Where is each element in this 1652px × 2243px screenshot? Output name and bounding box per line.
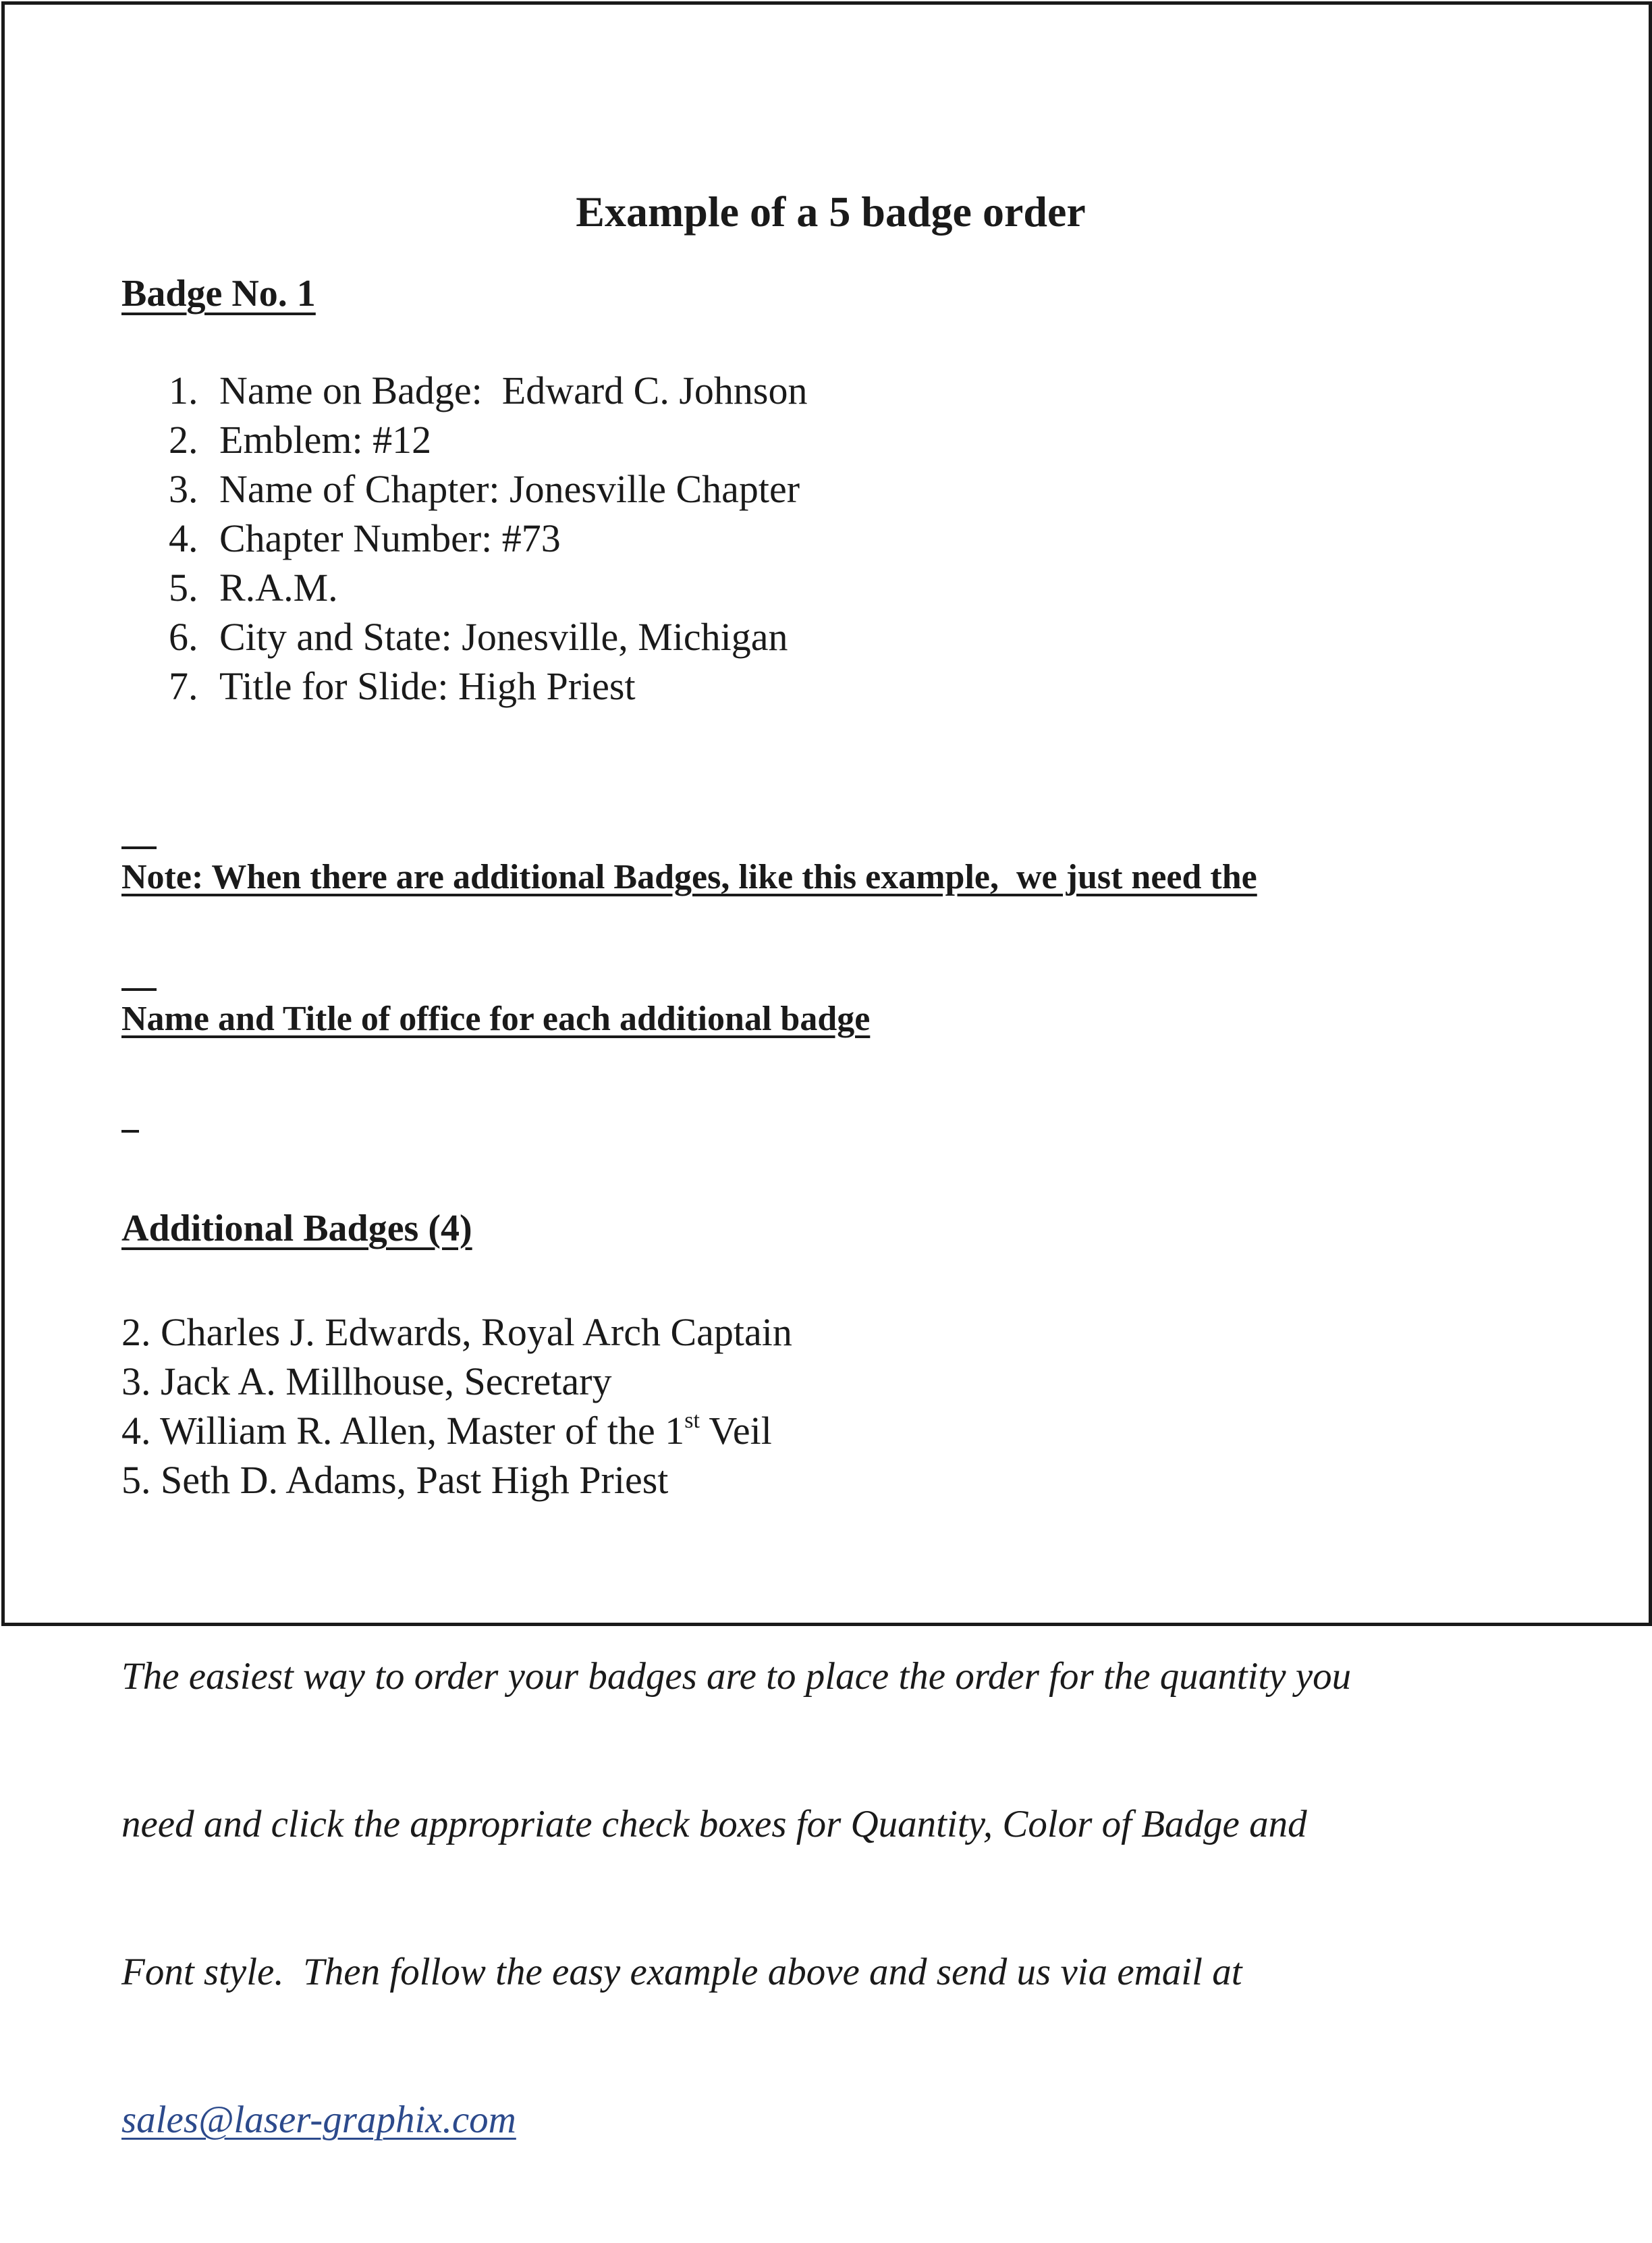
email-link[interactable]: sales@laser-graphix.com	[121, 2099, 516, 2141]
item-number: 7.	[169, 664, 198, 708]
list-item	[121, 464, 1552, 514]
row-text: Veil	[699, 1409, 772, 1453]
closing-paragraph	[121, 1553, 1552, 2243]
item-number: 5.	[169, 566, 198, 610]
list-item	[121, 661, 1552, 711]
additional-badge-row: 3. Jack A. Millhouse, Secretary	[121, 1359, 612, 1403]
row-text: 4. William R. Allen, Master of the 1	[121, 1409, 685, 1453]
note-line-1: Note: When there are additional Badges, like this example, we just need the	[121, 858, 1257, 896]
closing-line-1: The easiest way to order your badges are to place the order for the quantity you	[121, 1655, 1352, 1698]
list-item	[121, 514, 1552, 563]
item-number: 1.	[169, 369, 198, 412]
note-line-2: Name and Title of office for each additional badge	[121, 1000, 871, 1038]
item-text: Name of Chapter: Jonesville Chapter	[219, 467, 800, 511]
additional-badge-row: 5. Seth D. Adams, Past High Priest	[121, 1458, 669, 1502]
item-number: 2.	[169, 418, 198, 462]
document	[121, 182, 1552, 2243]
item-number: 3.	[169, 467, 198, 511]
list-item	[121, 612, 1552, 661]
item-text: City and State: Jonesville, Michigan	[219, 615, 788, 659]
list-item	[121, 366, 1552, 415]
additional-badges-list	[121, 1307, 1552, 1505]
additional-badge-row: 2. Charles J. Edwards, Royal Arch Captain	[121, 1310, 792, 1354]
additional-badge-row	[121, 1406, 1552, 1455]
item-text: Emblem: #12	[219, 418, 432, 462]
item-number: 4.	[169, 516, 198, 560]
list-item	[121, 563, 1552, 612]
item-text: R.A.M.	[219, 566, 338, 610]
note-paragraph	[121, 759, 1552, 1137]
badge-one-heading: Badge No. 1	[121, 273, 316, 315]
ordinal-suffix: st	[684, 1407, 700, 1433]
item-text: Title for Slide: High Priest	[219, 664, 636, 708]
page-title: Example of a 5 badge order	[576, 188, 1086, 236]
additional-badges-heading: Additional Badges (4)	[121, 1208, 472, 1249]
list-item	[121, 415, 1552, 464]
closing-line-2: need and click the appropriate check boxes for Quantity, Color of Badge and	[121, 1803, 1307, 1845]
item-text: Chapter Number: #73	[219, 516, 561, 560]
closing-line-3: Font style. Then follow the easy example above and send us via email at	[121, 1951, 1242, 1993]
item-text: Name on Badge: Edward C. Johnson	[219, 369, 808, 412]
badge-one-details	[121, 366, 1552, 711]
item-number: 6.	[169, 615, 198, 659]
